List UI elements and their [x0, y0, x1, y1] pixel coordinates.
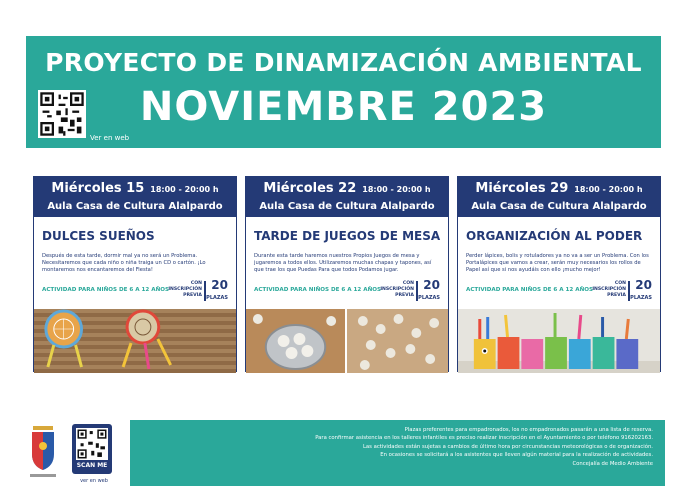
footer-note: Para confirmar asistencia en los talleres infantiles es preciso realizar inscripción en el Ayuntamiento o por teléfono 916202163.: [315, 435, 653, 442]
qr-code-icon[interactable]: [38, 90, 86, 138]
card-inscription: CON INSCRIPCIÓN PREVIA: [380, 281, 414, 298]
card-inscription: CON INSCRIPCIÓN PREVIA: [168, 281, 202, 298]
footer-note: En ocasiones se solicitará a los asistentes que lleven algún material para la realización de actividades.: [380, 452, 653, 459]
card-description: Después de esta tarde, dormir mal ya no será un Problema. Necesitaremos que cada niño o niña traiga un CD o cartón. ¡Lo montaremos nos encantaremos del Fiesta!: [42, 253, 206, 273]
activity-card-2: [245, 176, 449, 372]
board-games-photo: [246, 309, 448, 373]
footer-note: Plazas preferentes para empadronados, los no empadronados pasarán a una lista de reserva.: [404, 427, 653, 433]
card-inscription: CON INSCRIPCIÓN PREVIA: [592, 281, 626, 298]
title-project: PROYECTO DE DINAMIZACIÓN AMBIENTAL: [45, 48, 642, 77]
card-places-number: 20: [635, 278, 652, 292]
activity-card-1: [33, 176, 237, 372]
card-places-number: 20: [211, 278, 228, 292]
card-description: Durante esta tarde haremos nuestros Propios Juegos de mesa y jugaremos a todos ellos. Utilizaremos muchas chapas y tapones, así que trae los que Puedas Para que todos Podamos jugar.: [254, 253, 432, 273]
activity-card-3: [457, 176, 661, 372]
title-month: NOVIEMBRE 2023: [139, 84, 548, 130]
card-age-range: ACTIVIDAD PARA NIÑOS DE 6 A 12 AÑOS: [42, 287, 170, 293]
footer-info-band: [130, 420, 665, 486]
card-date: Miércoles 15: [51, 181, 145, 196]
card-places-label: PLAZAS: [206, 295, 228, 301]
dreamcatcher-photo: [34, 309, 236, 373]
card-venue: Aula Casa de Cultura Alalpardo: [47, 201, 223, 212]
card-age-range: ACTIVIDAD PARA NIÑOS DE 6 A 12 AÑOS: [466, 287, 594, 293]
pencil-holder-photo: [458, 309, 660, 373]
card-places-number: 20: [423, 278, 440, 292]
card-places-label: PLAZAS: [418, 295, 440, 301]
footer-signature: Concejalía de Medio Ambiente: [572, 460, 653, 467]
qr-web-label: ver en web: [80, 478, 108, 484]
qr-web-label: Ver en web: [90, 134, 130, 142]
card-date: Miércoles 29: [475, 181, 569, 196]
card-title: ORGANIZACIÓN AL PODER: [466, 229, 643, 243]
card-time: 18:00 - 20:00 h: [362, 185, 431, 194]
card-header: [246, 177, 448, 217]
qr-code-icon[interactable]: [76, 428, 108, 460]
card-header: [458, 177, 660, 217]
scan-me-box[interactable]: [72, 424, 112, 474]
card-age-range: ACTIVIDAD PARA NIÑOS DE 6 A 12 AÑOS: [254, 287, 382, 293]
footer-note: Las actividades están sujetas a cambios de último hora por circunstancias meteorológicas o de organización.: [362, 443, 653, 450]
card-title: DULCES SUEÑOS: [42, 229, 155, 243]
header-banner: [26, 36, 661, 148]
card-time: 18:00 - 20:00 h: [150, 185, 219, 194]
card-venue: Aula Casa de Cultura Alalpardo: [259, 201, 435, 212]
card-time: 18:00 - 20:00 h: [574, 185, 643, 194]
card-title: TARDE DE JUEGOS DE MESA: [254, 229, 441, 243]
card-header: [34, 177, 236, 217]
scan-me-label: SCAN ME: [76, 462, 108, 469]
card-venue: Aula Casa de Cultura Alalpardo: [471, 201, 647, 212]
card-date: Miércoles 22: [263, 181, 357, 196]
footer-notes: [273, 426, 653, 468]
card-description: Perder lápices, bolis y rotuladores ya no va a ser un Problema. Con los Portalápices que vamos a crear, serán muy necesarios los rollos de Papel así que si nos ayudáis con ello ¡mucho mejor!: [466, 253, 649, 273]
card-places-label: PLAZAS: [630, 295, 652, 301]
coat-of-arms-icon: [26, 424, 60, 486]
